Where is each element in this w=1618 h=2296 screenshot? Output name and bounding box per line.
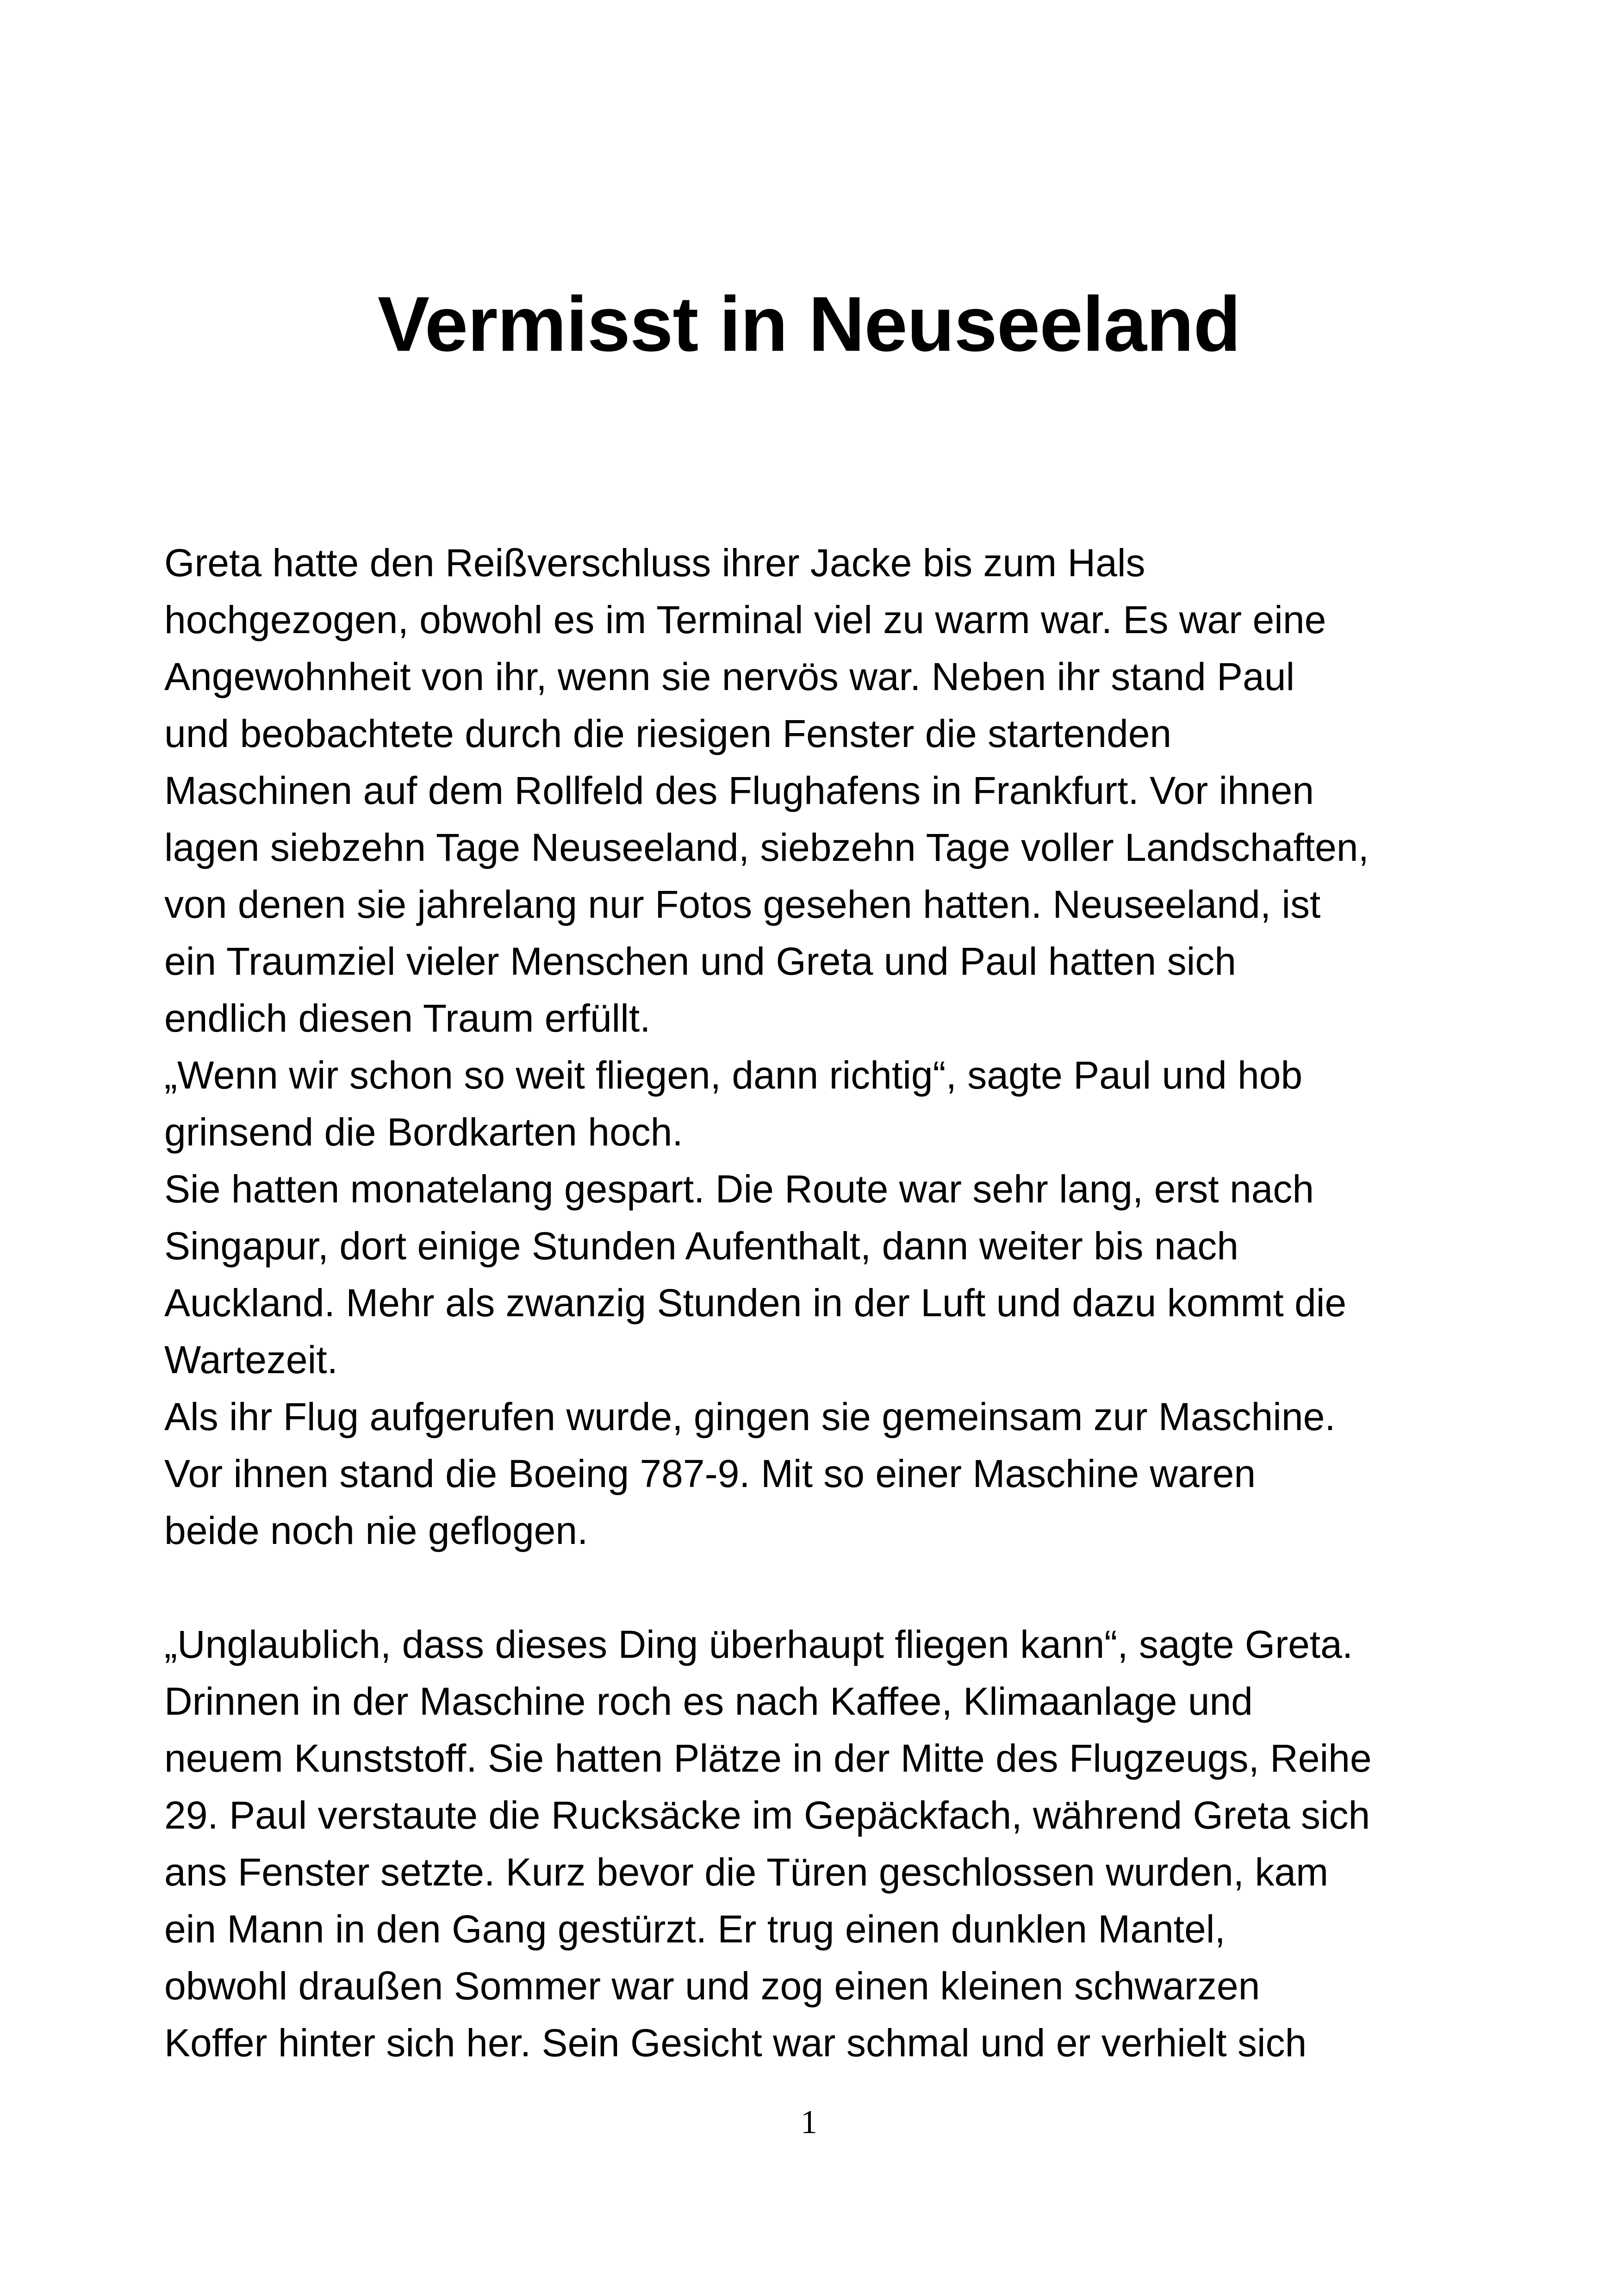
text-line: neuem Kunststoff. Sie hatten Plätze in der Mitte des Flugzeugs, Reihe [164,1736,1372,1780]
body-section-1 [164,535,1469,1559]
text-line: Wartezeit. [164,1338,338,1381]
text-line: Drinnen in der Maschine roch es nach Kaffee, Klimaanlage und [164,1680,1253,1723]
text-line: 29. Paul verstaute die Rucksäcke im Gepäckfach, während Greta sich [164,1793,1370,1837]
document-body [164,535,1469,2072]
text-line: endlich diesen Traum erfüllt. [164,996,651,1040]
text-line: Greta hatte den Reißverschluss ihrer Jacke bis zum Hals [164,541,1145,585]
text-line: „Unglaublich, dass dieses Ding überhaupt fliegen kann“, sagte Greta. [164,1623,1353,1666]
text-line: Angewohnheit von ihr, wenn sie nervös war. Neben ihr stand Paul [164,655,1295,698]
text-line: Singapur, dort einige Stunden Aufenthalt, dann weiter bis nach [164,1224,1238,1268]
text-line: grinsend die Bordkarten hoch. [164,1110,683,1154]
text-line: und beobachtete durch die riesigen Fenster die startenden [164,712,1172,755]
text-line: ein Mann in den Gang gestürzt. Er trug einen dunklen Mantel, [164,1907,1226,1951]
text-line: ans Fenster setzte. Kurz bevor die Türen geschlossen wurden, kam [164,1850,1329,1894]
text-line: hochgezogen, obwohl es im Terminal viel zu warm war. Es war eine [164,598,1326,641]
text-line: von denen sie jahrelang nur Fotos gesehen hatten. Neuseeland, ist [164,883,1321,926]
text-line: Sie hatten monatelang gespart. Die Route war sehr lang, erst nach [164,1167,1314,1211]
text-line: obwohl draußen Sommer war und zog einen kleinen schwarzen [164,1964,1260,2008]
text-line: Vor ihnen stand die Boeing 787-9. Mit so einer Maschine waren [164,1452,1256,1495]
text-line: Als ihr Flug aufgerufen wurde, gingen sie gemeinsam zur Maschine. [164,1395,1336,1438]
text-line: „Wenn wir schon so weit fliegen, dann richtig“, sagte Paul und hob [164,1053,1303,1097]
paragraph-spacer [164,1559,1469,1616]
document-title: Vermisst in Neuseeland [377,280,1241,367]
text-line: ein Traumziel vieler Menschen und Greta und Paul hatten sich [164,940,1236,983]
text-line: Koffer hinter sich her. Sein Gesicht war schmal und er verhielt sich [164,2021,1307,2065]
body-section-2 [164,1616,1469,2072]
text-line: Auckland. Mehr als zwanzig Stunden in der Luft und dazu kommt die [164,1281,1347,1325]
text-line: lagen siebzehn Tage Neuseeland, siebzehn Tage voller Landschaften, [164,826,1369,869]
text-line: Maschinen auf dem Rollfeld des Flughafens in Frankfurt. Vor ihnen [164,769,1314,812]
text-line: beide noch nie geflogen. [164,1509,588,1552]
page-number: 1 [801,2103,817,2140]
